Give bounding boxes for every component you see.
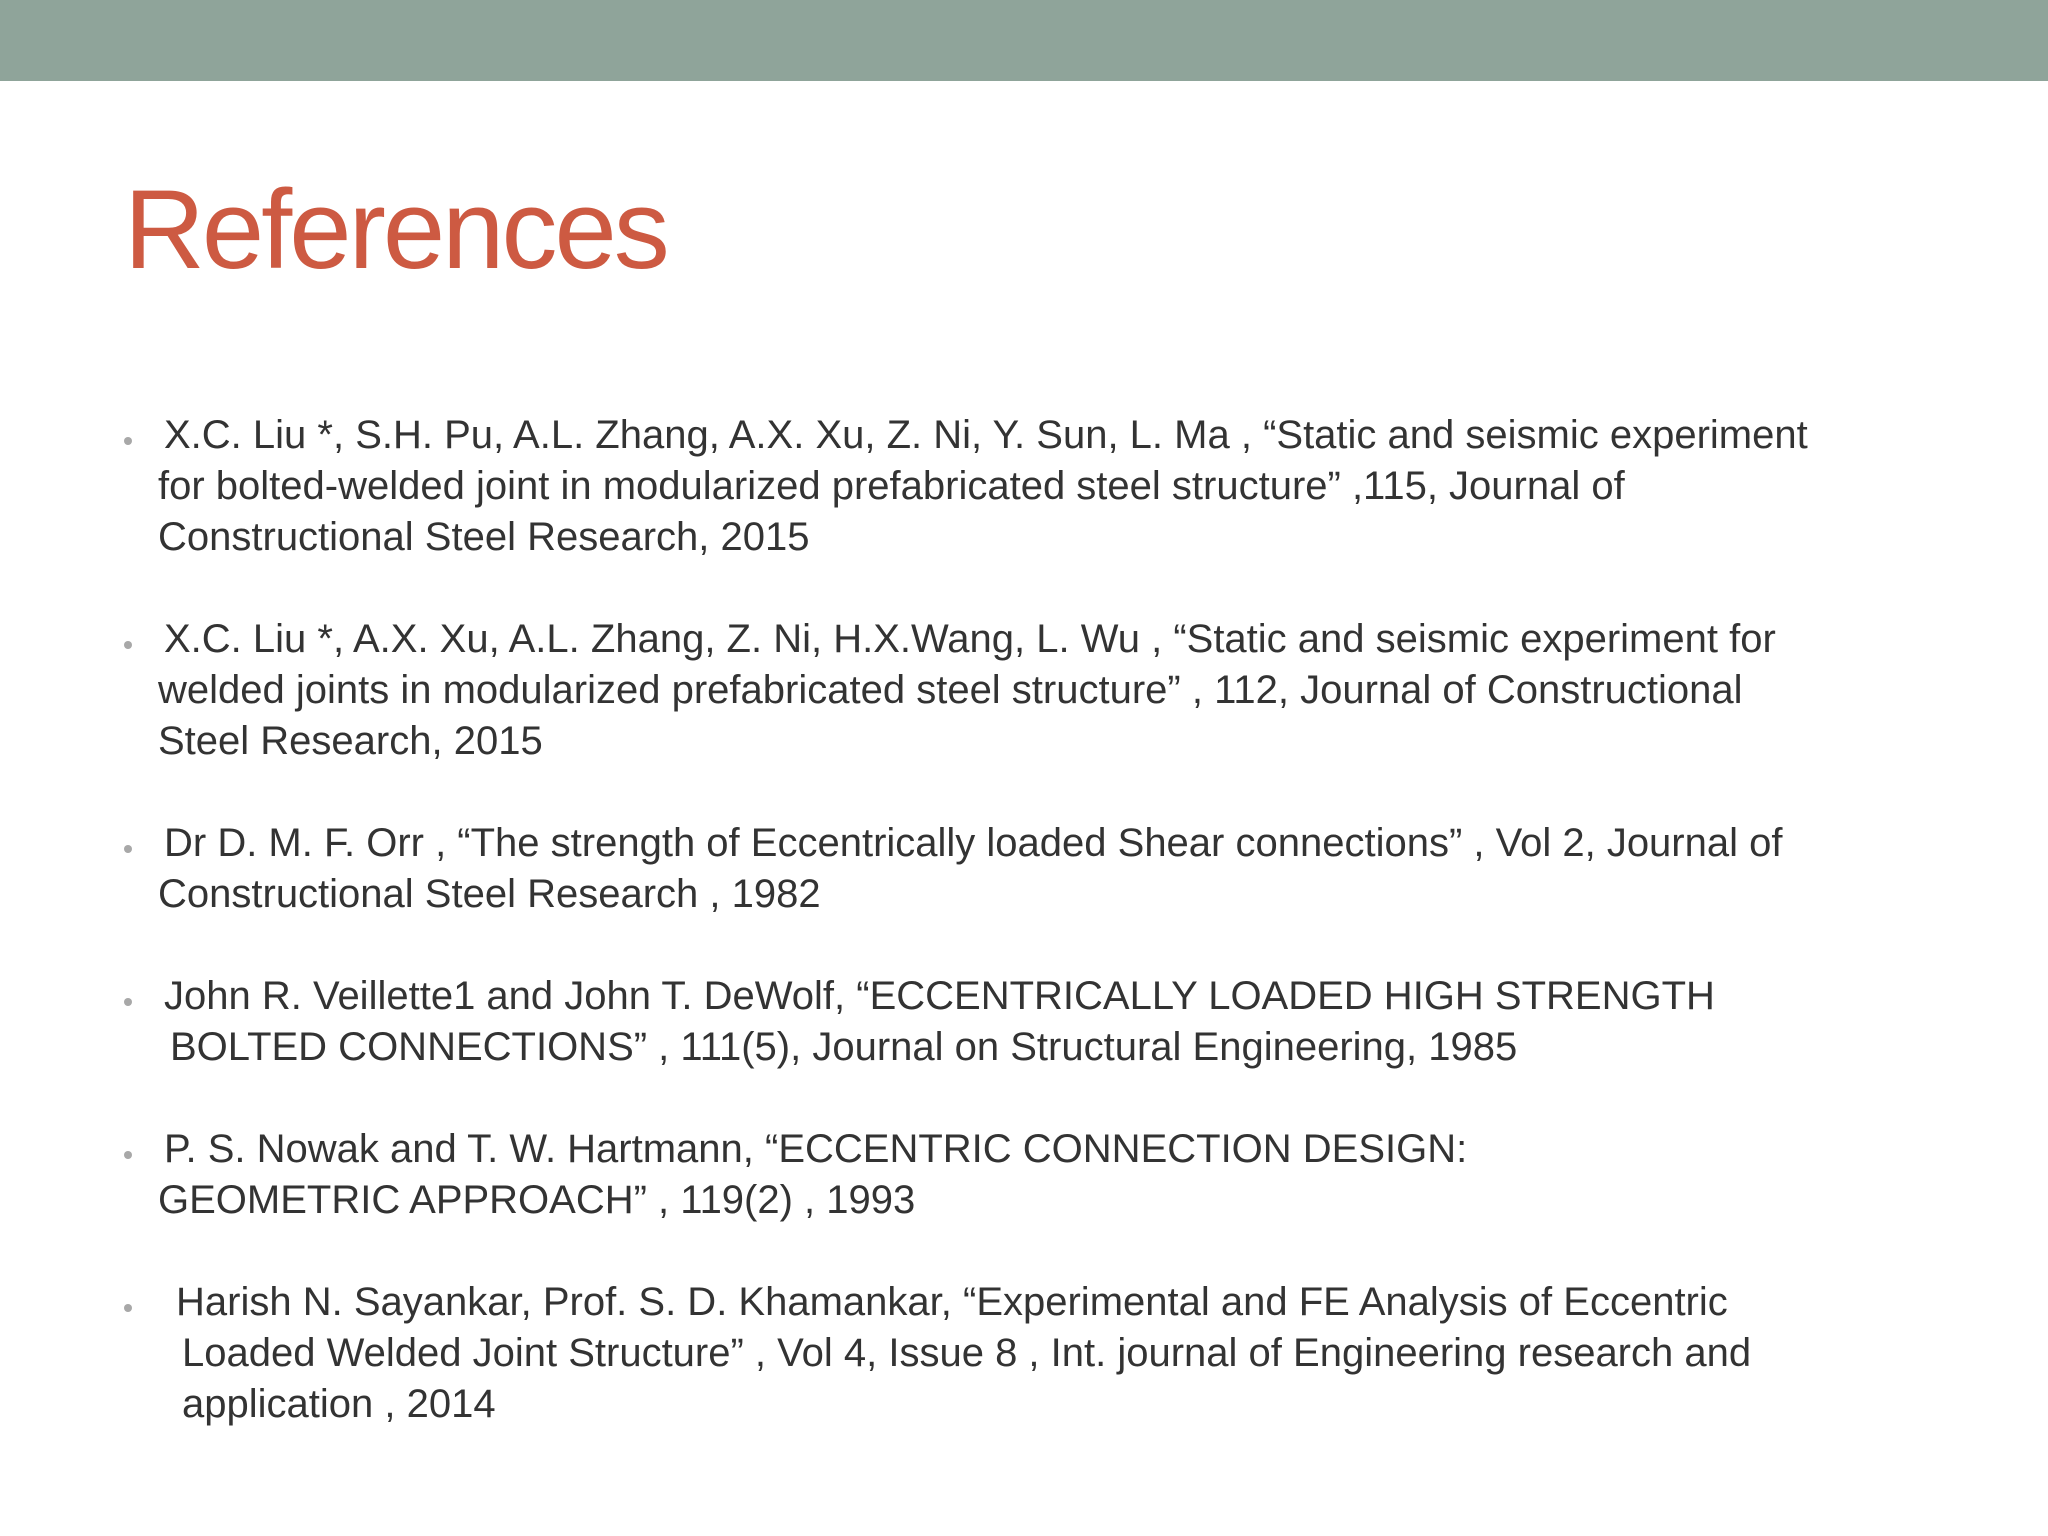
reference-line: P. S. Nowak and T. W. Hartmann, “ECCENTRIC CONNECTION DESIGN: (164, 1127, 1468, 1171)
reference-line: Steel Research, 2015 (158, 719, 543, 763)
reference-line: X.C. Liu *, A.X. Xu, A.L. Zhang, Z. Ni, H.X.Wang, L. Wu , “Static and seismic experiment for (164, 617, 1776, 661)
top-color-band (0, 0, 2048, 81)
reference-line: John R. Veillette1 and John T. DeWolf, “ECCENTRICALLY LOADED HIGH STRENGTH (164, 974, 1715, 1018)
reference-line: application , 2014 (182, 1382, 496, 1426)
bullet-icon (124, 1151, 132, 1159)
reference-line: X.C. Liu *, S.H. Pu, A.L. Zhang, A.X. Xu, Z. Ni, Y. Sun, L. Ma , “Static and seismic experiment (164, 413, 1808, 457)
reference-line: for bolted-welded joint in modularized prefabricated steel structure” ,115, Journal of (158, 464, 1625, 508)
reference-item (0, 971, 2048, 1073)
reference-item (0, 1277, 2048, 1430)
reference-line: Dr D. M. F. Orr , “The strength of Eccentrically loaded Shear connections” , Vol 2, Journal of (164, 821, 1783, 865)
reference-line: welded joints in modularized prefabricated steel structure” , 112, Journal of Constructional (158, 668, 1743, 712)
reference-line: Constructional Steel Research, 2015 (158, 515, 810, 559)
reference-item (0, 1124, 2048, 1226)
bullet-icon (124, 845, 132, 853)
bullet-icon (124, 998, 132, 1006)
slide-title: References (124, 167, 667, 292)
reference-line: Constructional Steel Research , 1982 (158, 872, 821, 916)
reference-item (0, 410, 2048, 563)
reference-line: Loaded Welded Joint Structure” , Vol 4, Issue 8 , Int. journal of Engineering research and (182, 1331, 1752, 1375)
bullet-icon (124, 437, 132, 445)
reference-line: Harish N. Sayankar, Prof. S. D. Khamankar, “Experimental and FE Analysis of Eccentric (176, 1280, 1728, 1324)
reference-line: GEOMETRIC APPROACH” , 119(2) , 1993 (158, 1178, 916, 1222)
bullet-icon (124, 1304, 132, 1312)
bullet-icon (124, 641, 132, 649)
reference-item (0, 614, 2048, 767)
reference-list (0, 410, 2048, 1481)
reference-item (0, 818, 2048, 920)
reference-line: BOLTED CONNECTIONS” , 111(5), Journal on Structural Engineering, 1985 (170, 1025, 1518, 1069)
